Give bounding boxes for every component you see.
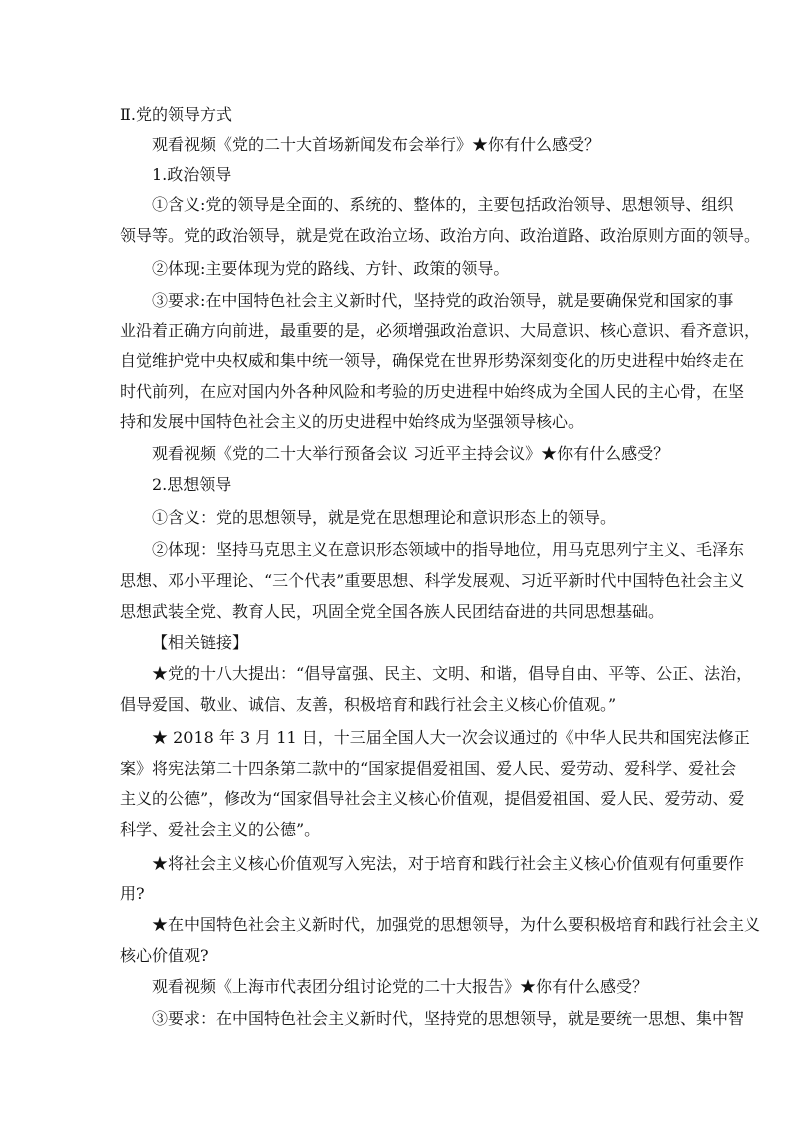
paragraph-line: 倡导爱国、敬业、诚信、友善，积极培育和践行社会主义核心价值观。” [120,695,617,714]
paragraph-line: ③要求：在中国特色社会主义新时代，坚持党的思想领导，就是要统一思想、集中智 [152,1009,745,1028]
paragraph-line: 持和发展中国特色社会主义的历史进程中始终成为坚强领导核心。 [120,412,585,431]
paragraph-line: ★ 2018 年 3 月 11 日，十三届全国人大一次会议通过的《中华人民共和国宪法修正 [152,728,750,747]
paragraph-line: 业沿着正确方向前进，最重要的是，必须增强政治意识、大局意识、核心意识、看齐意识， [120,321,761,340]
paragraph-line: 案》将宪法第二十四条第二款中的“国家提倡爱祖国、爱人民、爱劳动、爱科学、爱社会 [120,759,737,778]
paragraph-line: ①含义：党的思想领导，就是党在思想理论和意识形态上的领导。 [152,508,617,527]
paragraph-line: 思想、邓小平理论、“三个代表”重要思想、科学发展观、习近平新时代中国特色社会主义 [120,571,745,590]
paragraph-line: ②体现:主要体现为党的路线、方针、政策的领导。 [152,259,510,278]
question-line: ★将社会主义核心价值观写入宪法，对于培育和践行社会主义核心价值观有何重要作 [152,854,745,873]
paragraph-line: 时代前列，在应对国内外各种风险和考验的历史进程中始终成为全国人民的主心骨，在坚 [120,382,745,401]
paragraph-line: 主义的公德”，修改为“国家倡导社会主义核心价值观，提倡爱祖国、爱人民、爱劳动、爱 [120,789,745,808]
section-heading: Ⅱ.党的领导方式 [120,105,232,124]
question-line: ★在中国特色社会主义新时代，加强党的思想领导，为什么要积极培育和践行社会主义 [152,915,761,934]
video-prompt-1: 观看视频《党的二十大首场新闻发布会举行》★你有什么感受？ [152,135,601,154]
question-line: 核心价值观? [120,946,209,965]
paragraph-line: 自觉维护党中央权威和集中统一领导，确保党在世界形势深刻变化的历史进程中始终走在 [120,351,745,370]
paragraph-line: ①含义:党的领导是全面的、系统的、整体的，主要包括政治领导、思想领导、组织 [152,195,734,214]
paragraph-line: 科学、爱社会主义的公德”。 [120,820,321,839]
related-links-heading: 【相关链接】 [152,633,249,652]
paragraph-line: 领导等。党的政治领导，就是党在政治立场、政治方向、政治道路、政治原则方面的领导。 [120,226,761,245]
video-prompt-2: 观看视频《党的二十大举行预备会议 习近平主持会议》★你有什么感受？ [152,444,670,463]
subheading-political-leadership: 1.政治领导 [152,165,232,184]
question-line: 用? [120,884,145,903]
paragraph-line: ③要求:在中国特色社会主义新时代，坚持党的政治领导，就是要确保党和国家的事 [152,291,734,310]
paragraph-line: ★党的十八大提出：“倡导富强、民主、文明、和谐，倡导自由、平等、公正、法治， [152,664,753,683]
paragraph-line: ②体现：坚持马克思主义在意识形态领域中的指导地位，用马克思列宁主义、毛泽东 [152,540,745,559]
subheading-ideological-leadership: 2.思想领导 [152,475,232,494]
paragraph-line: 思想武装全党、教育人民，巩固全党全国各族人民团结奋进的共同思想基础。 [120,602,665,621]
video-prompt-3: 观看视频《上海市代表团分组讨论党的二十大报告》★你有什么感受？ [152,977,649,996]
